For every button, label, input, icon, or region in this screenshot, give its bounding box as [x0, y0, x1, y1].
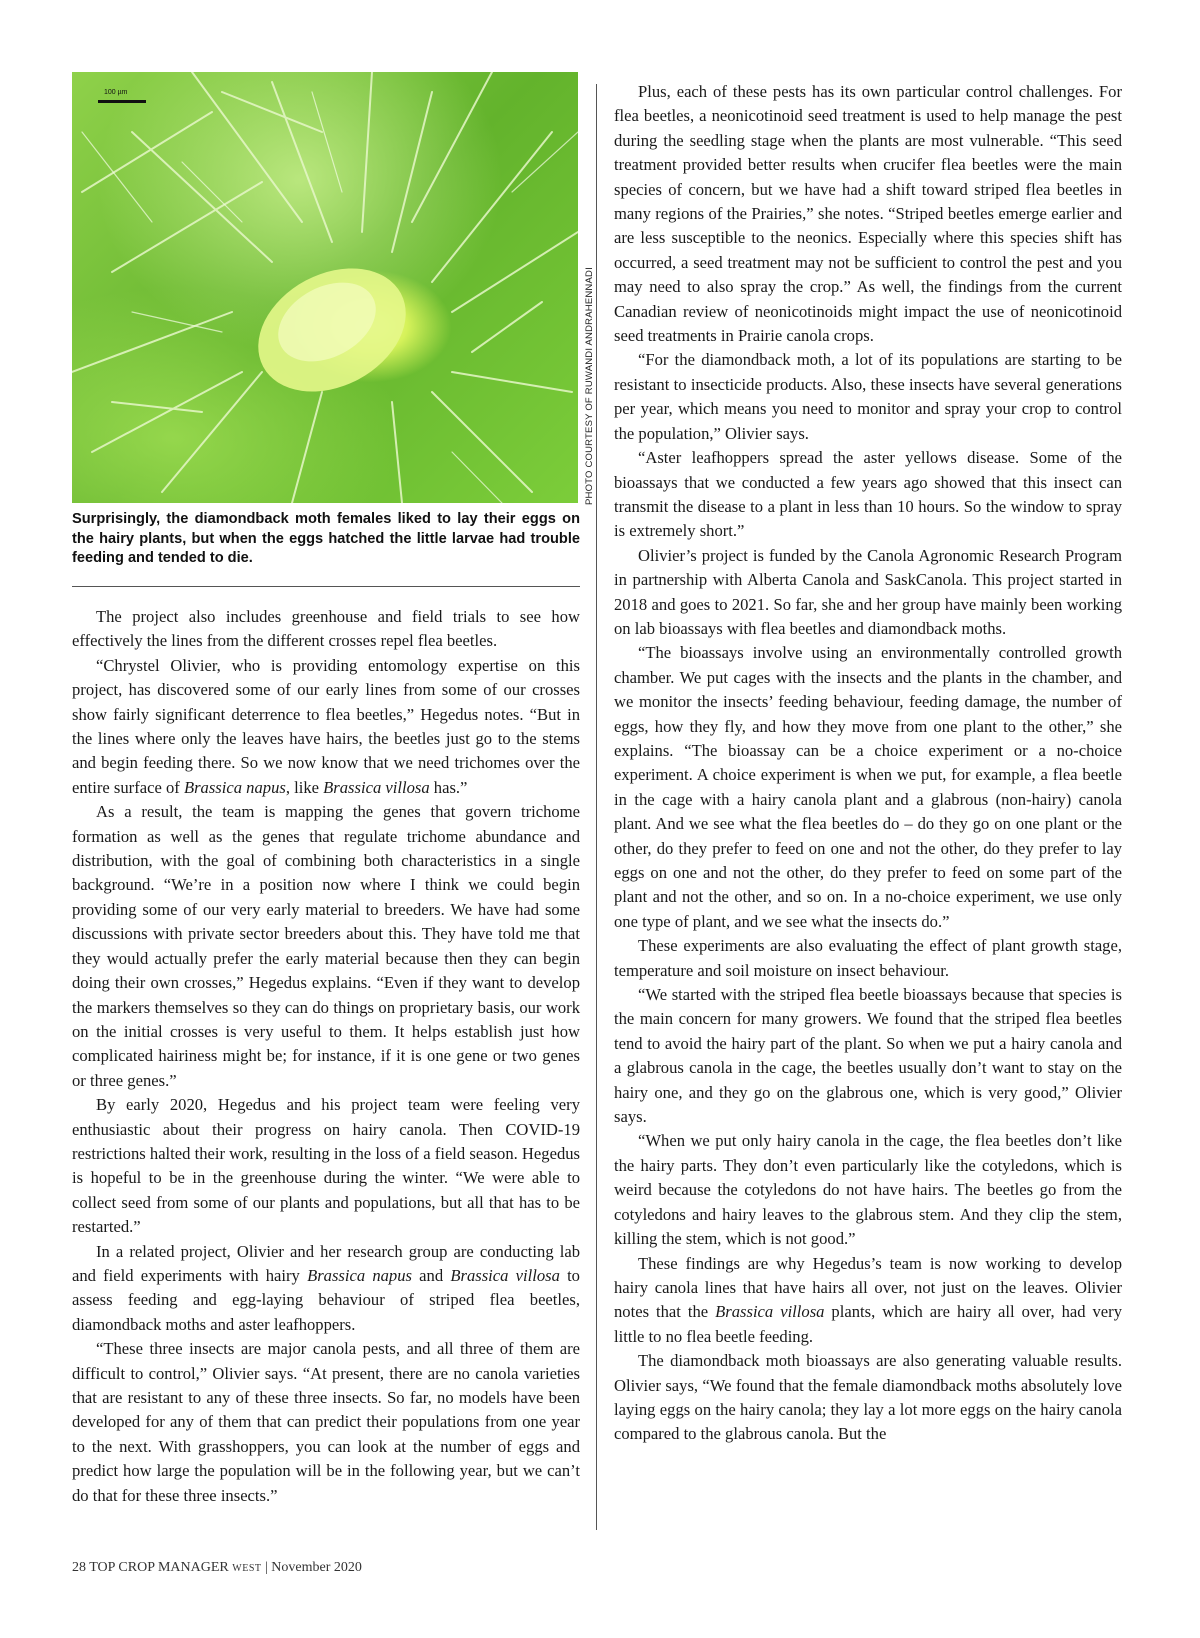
species-name: Brassica villosa: [715, 1302, 825, 1322]
paragraph: As a result, the team is mapping the genes that govern trichome formation as well as the genes that regulate trichome abundance and distribution, with the goal of combining both characteristics in a single background. “We’re in a position now where I think we could begin providing some of our very early material to breeders. We have had some discussions with private sector breeders about this. They have told me that they would actually prefer the early material because then they can begin doing their own crosses,” Hegedus explains. “Even if they want to develop the markers themselves so they can do things on proprietary basis, our work on the initial crosses is very useful to them. It helps establish just how complicated hairiness might be; for instance, if it is one gene or two genes or three genes.”: [72, 802, 580, 1090]
left-column: [72, 605, 580, 1508]
paragraph: “We started with the striped flea beetle bioassays because that species is the main concern for many growers. We found that the striped flea beetles tend to avoid the hairy part of the plant. So when we put a hairy canola and a glabrous canola in the cage, the beetles usually don’t want to stay on the hairy one, and they go on the glabrous one, which is very good,” Olivier says.: [614, 985, 1122, 1127]
photo-caption: Surprisingly, the diamondback moth females liked to lay their eggs on the hairy plants, but when the eggs hatched the little larvae had trouble feeding and tended to die.: [72, 511, 580, 566]
scale-bar-label: 100 µm: [104, 89, 128, 96]
photo-credit: PHOTO COURTESY OF RUWANDI ANDRAHENNADI: [584, 267, 595, 505]
paragraph: Plus, each of these pests has its own particular control challenges. For flea beetles, a neonicotinoid seed treatment is used to help manage the pest during the seedling stage when the plants are most vulnerable. “This seed treatment provided better results when crucifer flea beetles were the main species of concern, but we have had a shift toward striped flea beetles in many regions of the Prairies,” she notes. “Striped beetles emerge earlier and are less susceptible to the neonics. Especially where this species shift has occurred, a seed treatment may not be sufficient to control the pest and you may need to also spray the crop.” As well, the findings from the current Canadian review of neonicotinoids might impact the use of neonicotinoid seed treatments in Prairie canola crops.: [614, 82, 1122, 346]
paragraph: “When we put only hairy canola in the cage, the flea beetles don’t like the hairy parts. They don’t even particularly like the cotyledons, which is weird because the cotyledons do not have hairs. The beetles go from the cotyledons and hairy leaves to the glabrous stem. And they clip the stem, killing the stem, which is not good.”: [614, 1131, 1122, 1249]
right-column: [614, 80, 1122, 1447]
paragraph: The project also includes greenhouse and field trials to see how effectively the lines from the different crosses repel flea beetles.: [72, 607, 580, 651]
paragraph: These findings are why Hegedus’s team is now working to develop hairy canola lines that have hairs all over, not just on the leaves. Olivier notes that the Brassica villosa plants, which are hairy all over, had very little to no flea beetle feeding.: [614, 1253, 1122, 1346]
article-photo: [72, 72, 578, 503]
paragraph: “The bioassays involve using an environmentally controlled growth chamber. We put cages with the insects and the plants in the chamber, and we monitor the insects’ feeding behaviour, feeding damage, the number of eggs, how they fly, and how they move from one plant to the other,” she explains. “The bioassay can be a choice experiment or a no-choice experiment. A choice experiment is when we put, for example, a flea beetle in the cage with a hairy canola plant and a glabrous (non-hairy) canola plant. And we see what the flea beetles do – do they go on one plant or the other, do they prefer to feed on one and not the other, do they prefer to lay eggs on one and not the other, do they prefer to feed on some part of the plant and not the other, and so on. In a no-choice experiment, we use only one type of plant, and we see what the insects do.”: [614, 643, 1122, 931]
paragraph: In a related project, Olivier and her research group are conducting lab and field experiments with hairy Brassica napus and Brassica villosa to assess feeding and egg-laying behaviour of striped flea beetles, diamondback moths and aster leafhoppers.: [72, 1241, 580, 1334]
paragraph: “Chrystel Olivier, who is providing entomology expertise on this project, has discovered some of our early lines from some of our crosses show fairly significant deterrence to flea beetles,” Hegedus notes. “But in the lines where only the leaves have hairs, the beetles just go to the stems and begin feeding there. So we now know that we need trichomes over the entire surface of Brassica napus, like Brassica villosa has.”: [72, 655, 580, 797]
footer-separator: |: [264, 1560, 268, 1575]
paragraph: By early 2020, Hegedus and his project team were feeling very enthusiastic about their progress on hairy canola. Then COVID-19 restrictions halted their work, resulting in the loss of a field season. Hegedus is hopeful to be in the greenhouse during the winter. “We were able to collect seed from some of our plants and populations, but all that has to be restarted.”: [72, 1095, 580, 1237]
paragraph: “These three insects are major canola pests, and all three of them are difficult to control,” Olivier says. “At present, there are no canola varieties that are resistant to any of these three insects. So far, no models have been developed for any of them that can predict their populations from one year to the next. With grasshoppers, you can look at the number of eggs and predict how large the population will be in the following year, but we can’t do that for these three insects.”: [72, 1339, 580, 1505]
paragraph: Olivier’s project is funded by the Canola Agronomic Research Program in partnership with Alberta Canola and SaskCanola. This project started in 2018 and goes to 2021. So far, she and her group have mainly been working on lab bioassays with flea beetles and diamondback moths.: [614, 545, 1122, 638]
page-number: 28: [72, 1560, 86, 1575]
issue-date: November 2020: [271, 1560, 362, 1575]
magazine-edition: WEST: [232, 1563, 262, 1574]
paragraph: These experiments are also evaluating the effect of plant growth stage, temperature and soil moisture on insect behaviour.: [614, 936, 1122, 980]
magazine-name: TOP CROP MANAGER: [89, 1560, 229, 1575]
scale-bar: [98, 100, 146, 103]
page-footer: [72, 1560, 362, 1576]
species-name: Brassica villosa: [450, 1265, 560, 1285]
species-name: Brassica villosa: [323, 777, 430, 797]
caption-divider: [72, 586, 580, 587]
trichome-hairs-illustration: [72, 72, 578, 503]
paragraph: “For the diamondback moth, a lot of its populations are starting to be resistant to insecticide products. Also, these insects have several generations per year, which means you need to monitor and spray your crop to control the population,” Olivier says.: [614, 350, 1122, 443]
paragraph: “Aster leafhoppers spread the aster yellows disease. Some of the bioassays that we conducted a few years ago showed that this insect can transmit the disease to a plant in less than 10 hours. So the window to spray is extremely short.”: [614, 448, 1122, 541]
column-divider: [596, 84, 597, 1530]
species-name: Brassica napus: [307, 1265, 412, 1285]
paragraph: The diamondback moth bioassays are also generating valuable results. Olivier says, “We found that the female diamondback moths absolutely love laying eggs on the hairy canola; they lay a lot more eggs on the hairy canola compared to the glabrous canola. But the: [614, 1351, 1122, 1444]
species-name: Brassica napus: [183, 777, 286, 797]
